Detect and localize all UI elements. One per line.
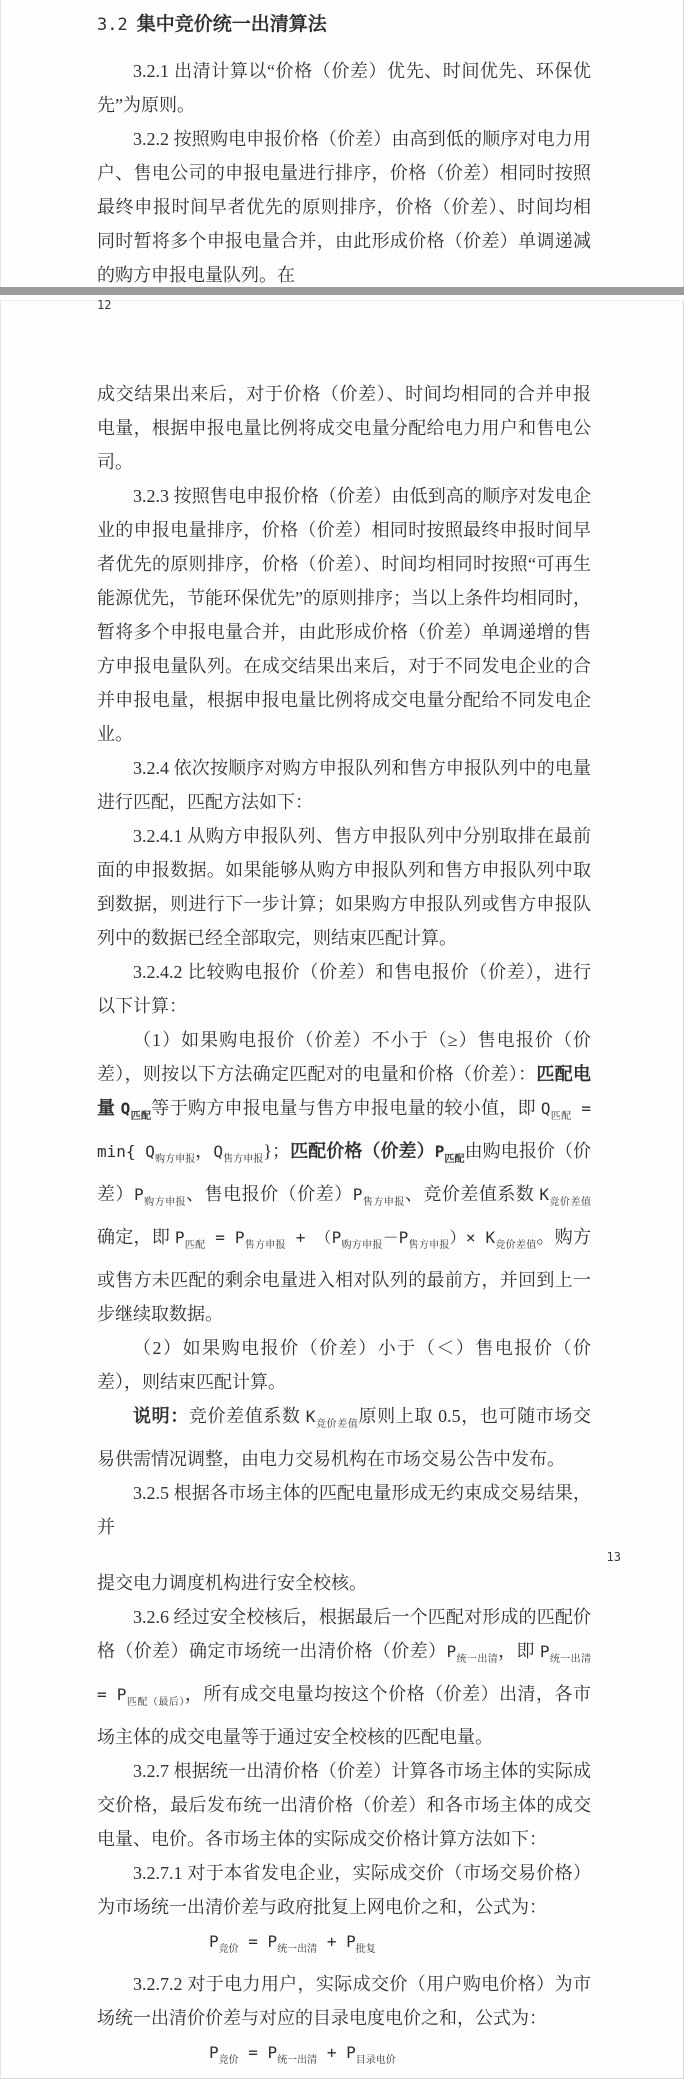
paragraph: 3.2.5 根据各市场主体的匹配电量形成无约束成交易结果，并 <box>97 1483 591 1537</box>
paragraph: 3.2.6 经过安全校核后，根据最后一个匹配对形成的匹配价格（价差）确定市场统一出清价格（价差）$P_{统一出清}$，即 $P_{统一出清} = P_{匹配(最后)}$，所有成交电量均按这个价格（价差）出清，各市场主体的成交电量等于通过安全校核的匹配电量。 <box>97 1607 592 1747</box>
section-heading <box>97 10 591 40</box>
section-title: 集中竞价统一出清算法 <box>136 14 327 35</box>
document-page-13 <box>0 301 684 2079</box>
paragraph: 3.2.4 依次按顺序对购方申报队列和售方申报队列中的电量进行匹配，匹配方法如下： <box>97 758 591 812</box>
page-13-content <box>97 377 621 2078</box>
formula: $P_{竞价} = P_{统一出清} + P_{批复}$ <box>209 1932 376 1955</box>
page-12-content <box>97 54 591 314</box>
paragraph: 3.2.4.2 比较购电报价（价差）和售电报价（价差），进行以下计算： <box>97 962 591 1016</box>
paragraph: 3.2.3 按照售电申报价格（价差）由低到高的顺序对发电企业的申报电量排序，价格（价差）相同时按照最终申报时间早者优先的原则排序，价格（价差）、时间均相同时按照“可再生能源优先，节能环保优先”的原则排序；当以上条件均相同时，暂将多个申报电量合并，由此形成价格（价差）单调递增的售方申报电量队列。在成交结果出来后，对于不同发电企业的合并申报电量，根据申报电量比例将成交电量分配给不同发电企业。 <box>97 486 591 744</box>
paragraph: 3.2.2 按照购电申报价格（价差）由高到低的顺序对电力用户、售电公司的申报电量进行排序，价格（价差）相同时按照最终申报时间早者优先的原则排序，价格（价差）、时间均相同时暂将多个申报电量合并，由此形成价格（价差）单调递减的购方申报电量队列。在 <box>97 129 591 285</box>
paragraph: 成交结果出来后，对于价格（价差）、时间均相同的合并申报电量，根据申报电量比例将成交电量分配给电力用户和售电公司。 <box>97 384 591 472</box>
paragraph: 说明：竞价差值系数 $K_{竞价差值}$原则上取 0.5，也可随市场交易供需情况调整，由电力交易机构在市场交易公告中发布。 <box>97 1406 592 1469</box>
paragraph: （1）如果购电报价（价差）不小于（≥）售电报价（价差），则按以下方法确定匹配对的电量和价格（价差）：匹配电量 $Q_{匹配}$等于购方申报电量与售方申报电量的较小值，即 $Q_{匹配} = \min${ $Q_{购方申报}$，$Q_{售方申报}$}；匹配价格（价差）$P_{匹配}$由购电报价（价差）$P_{购方申报}$、售电报价（价差）$P_{售方申报}$、竞价差值系数 $K_{竞价差值}$确定，即 $P_{匹配} = P_{售方申报} + (P_{购方申报}-P_{售方申报})\times K_{竞价差值}$。购方或售方未匹配的剩余电量进入相对队列的最前方，并回到上一步继续取数据。 <box>97 1030 592 1324</box>
paragraph: 3.2.7.1 对于本省发电企业，实际成交价（市场交易价格）为市场统一出清价差与政府批复上网电价之和，公式为： <box>97 1863 591 1917</box>
paragraph: 提交电力调度机构进行安全校核。 <box>97 1573 367 1593</box>
paragraph: 3.2.4.1 从购方申报队列、售方申报队列中分别取排在最前面的申报数据。如果能够从购方申报队列和售方申报队列中取到数据，则进行下一步计算；如果购方申报队列或售方申报队列中的数据已经全部取完，则结束匹配计算。 <box>97 826 591 948</box>
document-page-12 <box>0 0 684 312</box>
page-number: 12 <box>97 298 112 312</box>
section-number: 3.2 <box>97 15 128 35</box>
page-number: 13 <box>606 1550 621 1564</box>
paragraph: 3.2.7 根据统一出清价格（价差）计算各市场主体的实际成交价格，最后发布统一出清价格（价差）和各市场主体的成交电量、电价。各市场主体的实际成交价格计算方法如下： <box>97 1761 591 1849</box>
paragraph: （2）如果购电报价（价差）小于（＜）售电报价（价差），则结束匹配计算。 <box>97 1338 591 1392</box>
paragraph: 3.2.1 出清计算以“价格（价差）优先、时间优先、环保优先”为原则。 <box>97 61 591 115</box>
paragraph: 3.2.7.2 对于电力用户，实际成交价（用户购电价格）为市场统一出清价价差与对应的目录电度电价之和，公式为： <box>97 1974 591 2028</box>
formula: $P_{竞价} = P_{统一出清} + P_{目录电价}$ <box>209 2043 396 2066</box>
